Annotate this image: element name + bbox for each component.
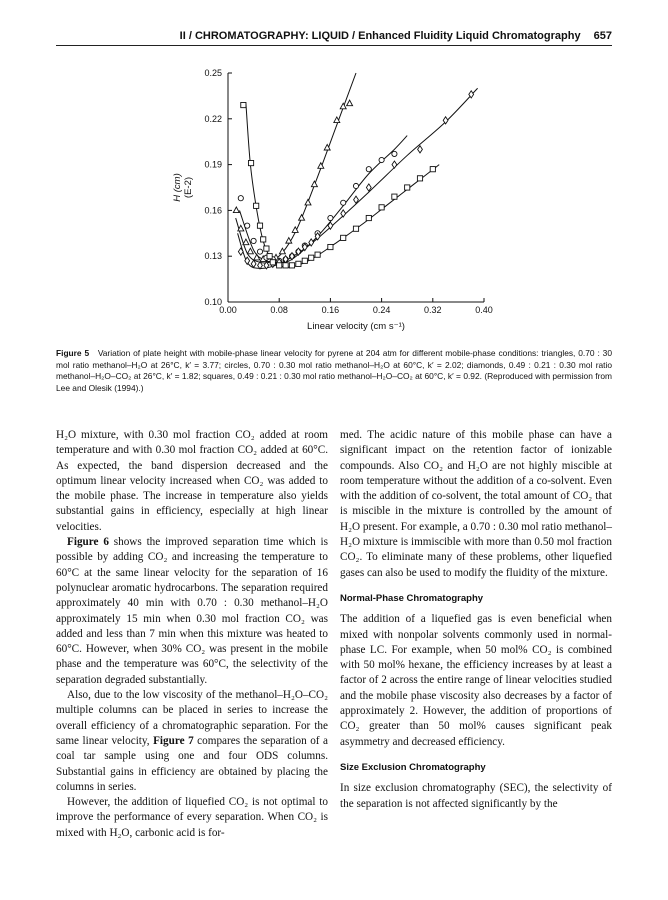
squares-point bbox=[341, 235, 346, 240]
triangles-point bbox=[299, 215, 305, 221]
left-paragraph-3b: compares the separation of a coal tar sample using one and four ODS columns. Substantial gains in efficiency are obtained by placing the columns in series. bbox=[56, 734, 328, 793]
squares-point bbox=[241, 102, 246, 107]
circles-point bbox=[366, 167, 371, 172]
caption-text: Variation of plate height with mobile-phase linear velocity for pyrene at 204 atm for different mobile-phase conditions: triangles, 0.70 : 30 mol ratio methanol–H₂O at 26°C, k′ = 3.77; circles, 0.70 : 0.30 mol ratio methanol–H₂O at 60°C, k′ = 2.02; diamonds, 0.49 : 0.21 : 0.30 mol ratio methanol–H₂O–CO₂ at 26°C, k′ = 1.82; squares, 0.49 : 0.21 : 0.30 mol ratio methanol–H₂O–CO₂ at 60°C, k′ = 0.92. (Reproduced with permission from Lee and Olesik (1994).) bbox=[56, 348, 612, 393]
running-header bbox=[180, 30, 612, 42]
x-tick-label: 0.08 bbox=[270, 305, 288, 315]
squares-point bbox=[254, 203, 259, 208]
circles-point bbox=[245, 223, 250, 228]
x-tick-label: 0.00 bbox=[219, 305, 237, 315]
squares-point bbox=[270, 260, 275, 265]
x-tick-label: 0.32 bbox=[424, 305, 442, 315]
y-tick-label: 0.19 bbox=[204, 159, 222, 170]
caption-label: Figure 5 bbox=[56, 348, 90, 358]
squares-point bbox=[267, 254, 272, 259]
y-axis-label-scale: (E-2) bbox=[183, 176, 194, 199]
section-heading-sec: Size Exclusion Chromatography bbox=[340, 761, 486, 773]
left-paragraph-1: H₂O mixture, with 0.30 mol fraction CO₂ added at room temperature and with 0.30 mol fraction CO₂ added at 60°C. As expected, the band dispersion decreased and the optimum linear velocity increased when CO₂ was added to the mobile phase. The increase in temperature also yields substantial gains in efficiency, especially at high linear velocities. bbox=[56, 429, 328, 533]
chart-curves bbox=[236, 73, 478, 268]
left-paragraph-3 bbox=[56, 688, 328, 795]
plate-height-chart bbox=[150, 60, 510, 340]
circles-point bbox=[341, 200, 346, 205]
triangles-point bbox=[247, 248, 253, 254]
right-paragraph-2: The addition of a liquefied gas is even beneficial when mixed with nonpolar solvents commonly used in normal-phase LC. For example, when 50 mol% CO₂ is combined with 50 mol% hexane, the efficiency increases by at least a factor of 2 across the entire range of linear velocities studied and the mobile phase viscosity also decreases by a factor of approximately 2. However, the addition of proportions of CO₂ greater than 50 mol% causes significant peak asymmetry and decreased efficiency. bbox=[340, 613, 612, 748]
triangles-curve bbox=[236, 73, 356, 263]
y-tick-label: 0.25 bbox=[204, 68, 222, 78]
x-tick-label: 0.16 bbox=[321, 305, 340, 315]
section-heading-normal-phase: Normal-Phase Chromatography bbox=[340, 592, 484, 604]
squares-point bbox=[405, 185, 410, 190]
y-tick-label: 0.16 bbox=[204, 205, 222, 216]
left-paragraph-3a: Also, due to the low viscosity of the methanol–H₂O–CO₂ multiple columns can be placed in series to increase the overall efficiency of a chromatographic separation. For the same linear velocity, bbox=[56, 689, 328, 747]
circles-curve bbox=[240, 136, 408, 263]
squares-point bbox=[309, 255, 314, 260]
squares-point bbox=[277, 263, 282, 268]
squares-point bbox=[289, 263, 294, 268]
triangles-point bbox=[243, 239, 249, 245]
triangles-point bbox=[347, 100, 353, 106]
chart-labels bbox=[172, 68, 493, 332]
circles-point bbox=[392, 151, 397, 156]
header-rule bbox=[56, 45, 612, 46]
squares-point bbox=[302, 258, 307, 263]
circles-point bbox=[251, 238, 256, 243]
squares-point bbox=[430, 167, 435, 172]
triangles-point bbox=[305, 199, 311, 205]
triangles-point bbox=[311, 181, 317, 187]
squares-point bbox=[296, 261, 301, 266]
squares-point bbox=[328, 244, 333, 249]
diamonds-curve bbox=[238, 88, 478, 268]
figure-6-ref[interactable]: Figure 6 bbox=[67, 536, 109, 549]
squares-point bbox=[366, 215, 371, 220]
right-column bbox=[340, 428, 612, 812]
circles-point bbox=[353, 183, 358, 188]
left-column bbox=[56, 428, 328, 841]
y-tick-label: 0.22 bbox=[204, 113, 222, 124]
triangles-point bbox=[279, 248, 285, 254]
circles-point bbox=[379, 157, 384, 162]
y-axis-label: H (cm) bbox=[172, 173, 183, 202]
diamonds-point bbox=[418, 146, 423, 153]
header-title: II / CHROMATOGRAPHY: LIQUID / Enhanced Fluidity Liquid Chromatography bbox=[179, 30, 581, 42]
squares-point bbox=[257, 223, 262, 228]
squares-point bbox=[248, 160, 253, 165]
diamonds-point bbox=[392, 161, 397, 168]
left-paragraph-4: However, the addition of liquefied CO₂ is not optimal to improve the performance of every separation. When CO₂ is mixed with H₂O, carbonic acid is for- bbox=[56, 796, 328, 839]
squares-point bbox=[264, 246, 269, 251]
squares-point bbox=[283, 263, 288, 268]
left-paragraph-2-text: shows the improved separation time which is possible by adding CO₂ and increasing the temperature to 60°C at the same linear velocity for the separation of 16 polynuclear aromatic hydrocarbons. The separation required approximately 40 min with 0.70 : 0.30 methanol–H₂O approximately 15 min when 0.30 mol fraction CO₂ was added and less than 7 min when this mixture was heated to 60°C. However, when 30% CO₂ was present in the mobile phase and the temperature was 60°C, the selectivity of the separation degraded substantially. bbox=[56, 536, 328, 686]
x-tick-label: 0.24 bbox=[372, 305, 391, 315]
right-paragraph-3: In size exclusion chromatography (SEC), the selectivity of the separation is not affected significantly by the bbox=[340, 782, 612, 810]
figure-caption bbox=[56, 348, 612, 394]
squares-point bbox=[379, 205, 384, 210]
right-paragraph-1: med. The acidic nature of this mobile phase can have a significant impact on the retention factor of ionizable compounds. Also CO₂ and H₂O are not highly miscible at room temperature without the addition of a co-solvent. Even with the addition of co-solvent, the total amount of CO₂ that is miscible in the mixture is controlled by the amount of H₂O present. For example, a 0.70 : 0.30 mol ratio methanol–H₂O mixture is immiscible with more than 0.50 mol fraction CO₂. To eliminate many of these problems, other liquefied gases can also be used to modify the fluidity of the mixture. bbox=[340, 429, 612, 579]
x-axis-label: Linear velocity (cm s⁻¹) bbox=[307, 321, 405, 332]
squares-point bbox=[392, 194, 397, 199]
figure-7-ref[interactable]: Figure 7 bbox=[153, 734, 194, 747]
circles-point bbox=[257, 249, 262, 254]
squares-point bbox=[417, 176, 422, 181]
triangles-point bbox=[340, 103, 346, 109]
diamonds-point bbox=[341, 210, 346, 217]
chart-markers bbox=[233, 91, 473, 269]
squares-point bbox=[261, 237, 266, 242]
circles-point bbox=[238, 196, 243, 201]
x-tick-label: 0.40 bbox=[475, 305, 493, 315]
squares-point bbox=[353, 226, 358, 231]
triangles-point bbox=[233, 207, 239, 213]
left-paragraph-2 bbox=[56, 535, 328, 688]
y-tick-label: 0.10 bbox=[204, 297, 222, 307]
circles-point bbox=[328, 215, 333, 220]
y-tick-label: 0.13 bbox=[204, 251, 222, 262]
page-number: 657 bbox=[593, 30, 612, 42]
squares-point bbox=[315, 252, 320, 257]
